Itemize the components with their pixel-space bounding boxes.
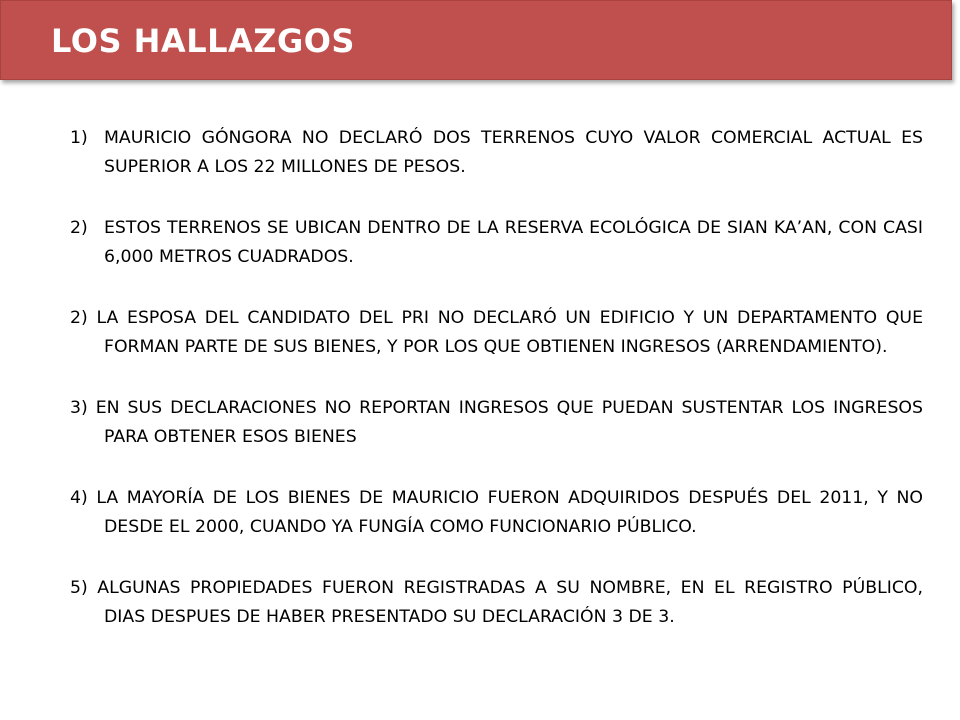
findings-list	[70, 124, 923, 664]
finding-number: 3)	[70, 398, 88, 418]
finding-text: LA MAYORÍA DE LOS BIENES DE MAURICIO FUERON ADQUIRIDOS DESPUÉS DEL 2011, Y NO DESDE EL 2000, CUANDO YA FUNGÍA COMO FUNCIONARIO PÚBLICO.	[96, 488, 923, 537]
slide-title: LOS HALLAZGOS	[51, 22, 355, 60]
finding-item-3	[70, 304, 923, 362]
finding-text: LA ESPOSA DEL CANDIDATO DEL PRI NO DECLARÓ UN EDIFICIO Y UN DEPARTAMENTO QUE FORMAN PARTE DE SUS BIENES, Y POR LOS QUE OBTIENEN INGRESOS (ARRENDAMIENTO).	[96, 308, 924, 357]
finding-text: ESTOS TERRENOS SE UBICAN DENTRO DE LA RESERVA ECOLÓGICA DE SIAN KA’AN, CON CASI 6,000 METROS CUADRADOS.	[104, 218, 923, 267]
title-bar	[0, 0, 952, 80]
finding-text: ALGUNAS PROPIEDADES FUERON REGISTRADAS A SU NOMBRE, EN EL REGISTRO PÚBLICO, DIAS DESPUES DE HABER PRESENTADO SU DECLARACIÓN 3 DE 3.	[97, 578, 923, 627]
finding-number: 1)	[70, 128, 88, 148]
finding-item-4	[70, 394, 923, 452]
finding-number: 2)	[70, 218, 88, 238]
finding-text: MAURICIO GÓNGORA NO DECLARÓ DOS TERRENOS CUYO VALOR COMERCIAL ACTUAL ES SUPERIOR A LOS 22 MILLONES DE PESOS.	[104, 128, 923, 177]
finding-text: EN SUS DECLARACIONES NO REPORTAN INGRESOS QUE PUEDAN SUSTENTAR LOS INGRESOS PARA OBTENER ESOS BIENES	[95, 398, 923, 447]
finding-number: 5)	[70, 578, 88, 598]
finding-item-2	[70, 214, 923, 272]
finding-number: 4)	[70, 488, 88, 508]
finding-item-6	[70, 574, 923, 632]
finding-number: 2)	[70, 308, 88, 328]
finding-item-1	[70, 124, 923, 182]
finding-item-5	[70, 484, 923, 542]
